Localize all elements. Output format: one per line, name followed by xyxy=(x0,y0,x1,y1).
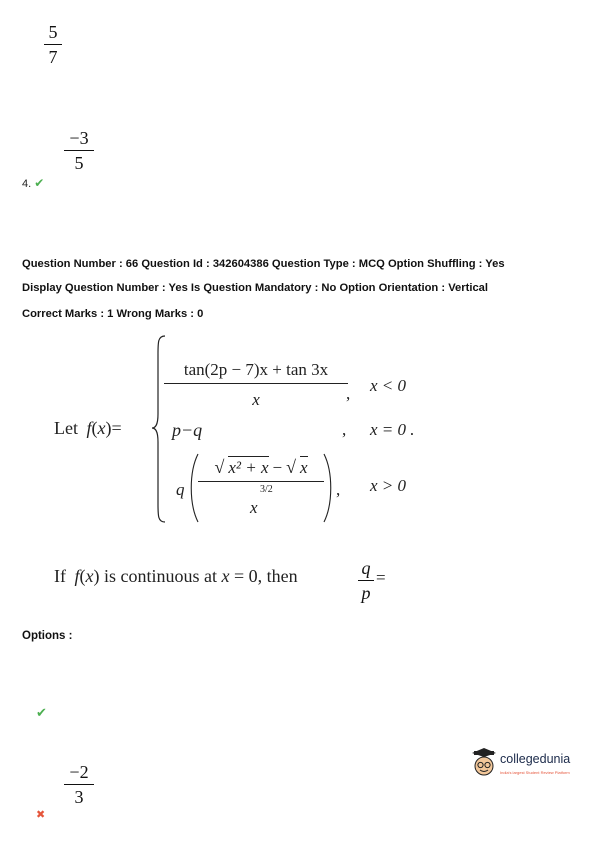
option-3-fraction xyxy=(44,22,62,67)
collegedunia-logo xyxy=(470,748,580,782)
sqrt-icon: √ xyxy=(286,457,296,477)
question-meta-line-1: Question Number : 66 Question Id : 342604386 Question Type : MCQ Option Shuffling : Yes xyxy=(22,258,505,270)
wrong-cross-icon: ✖ xyxy=(36,808,46,821)
case-3-separator: , xyxy=(336,480,341,499)
case-3-fraction xyxy=(198,452,324,518)
option-2-denominator: 3 xyxy=(74,787,84,807)
case-2-expression: p−q xyxy=(172,420,203,440)
mascot-logo-icon xyxy=(470,748,498,778)
case-2-condition: x = 0 . xyxy=(370,420,415,439)
case-2-separator: , xyxy=(342,420,347,439)
continuous-phrase: is continuous at xyxy=(104,566,218,586)
fraction-bar xyxy=(44,44,62,45)
then-word: then xyxy=(266,566,298,586)
options-heading: Options : xyxy=(22,630,73,642)
point-variable: x xyxy=(221,566,230,586)
option-4-fraction xyxy=(64,128,94,173)
fraction-bar xyxy=(164,383,348,384)
equals-sign: = xyxy=(376,568,386,587)
right-paren xyxy=(322,452,334,524)
function-variable: x xyxy=(85,566,94,586)
option-4-numerator: −3 xyxy=(69,128,89,148)
case-3-radicand-b: x xyxy=(300,458,308,477)
case-1-numerator: tan(2p − 7)x + tan 3x xyxy=(183,360,329,379)
function-variable: x xyxy=(97,418,106,438)
question-meta-line-2: Display Question Number : Yes Is Question Mandatory : No Option Orientation : Vertical xyxy=(22,282,489,294)
case-3-den-base: x xyxy=(250,498,258,517)
let-word: Let xyxy=(54,418,78,438)
option-3-denominator: 7 xyxy=(48,47,58,67)
correct-check-icon: ✔ xyxy=(34,176,45,190)
case-3-condition: x > 0 xyxy=(370,476,407,495)
question-meta-line-3: Correct Marks : 1 Wrong Marks : 0 xyxy=(22,308,204,320)
option-3-numerator: 5 xyxy=(48,22,58,42)
option-2-fraction xyxy=(64,762,94,807)
fraction-bar xyxy=(358,580,374,581)
option-4-label-row xyxy=(22,176,44,190)
case-1-denominator: x xyxy=(252,390,260,409)
case-3-den-exponent: 3/2 xyxy=(260,484,273,495)
case-3-radicand-a: x² + x xyxy=(228,458,269,477)
function-definition-label: Let f(x)= xyxy=(54,418,122,438)
logo-tagline: India's largest Student Review Platform xyxy=(500,770,570,775)
option-2-numerator: −2 xyxy=(69,762,89,782)
function-name: f xyxy=(74,566,80,586)
option-4-number: 4. xyxy=(22,178,32,190)
q-over-p-fraction xyxy=(358,558,374,603)
minus-sign: − xyxy=(272,458,283,477)
if-word: If xyxy=(54,566,66,586)
frac-denominator-p: p xyxy=(361,583,371,603)
fraction-bar xyxy=(64,784,94,785)
frac-numerator-q: q xyxy=(361,558,371,578)
case-1-separator: , xyxy=(346,384,351,403)
case-3-numerator xyxy=(198,452,324,478)
logo-wordmark: collegedunia xyxy=(500,752,571,766)
fraction-bar xyxy=(64,150,94,151)
question-statement: If f(x) is continuous at x = 0, then xyxy=(54,566,298,586)
correct-check-icon: ✔ xyxy=(36,706,47,721)
case-3-denominator xyxy=(198,484,324,518)
fraction-bar xyxy=(198,481,324,482)
case-1-expression xyxy=(164,360,351,410)
case-3-coefficient: q xyxy=(176,480,185,499)
option-4-denominator: 5 xyxy=(74,153,84,173)
function-name: f xyxy=(86,418,92,438)
case-1-condition: x < 0 xyxy=(370,376,407,395)
sqrt-icon: √ xyxy=(214,457,225,477)
